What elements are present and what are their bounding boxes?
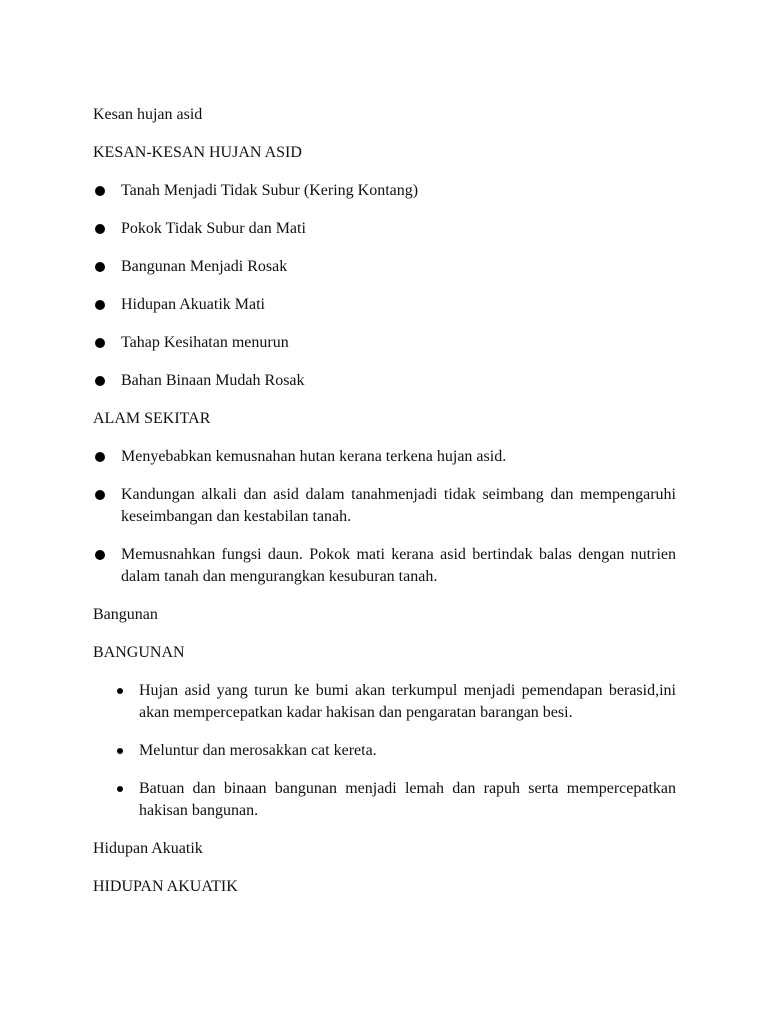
list-item-text: Bahan Binaan Mudah Rosak	[121, 372, 305, 389]
list-item	[93, 484, 676, 528]
list-item	[93, 218, 676, 240]
environment-list	[93, 446, 676, 588]
bullet-icon	[95, 262, 105, 272]
bullet-icon	[95, 186, 105, 196]
list-item	[93, 294, 676, 316]
list-item-text: Pokok Tidak Subur dan Mati	[121, 220, 306, 237]
list-item	[93, 180, 676, 202]
bullet-icon	[95, 300, 105, 310]
list-item-text: Batuan dan binaan bangunan menjadi lemah dan rapuh serta mempercepatkan hakisan bangunan.	[139, 780, 676, 819]
list-item-text: Memusnahkan fungsi daun. Pokok mati kerana asid bertindak balas dengan nutrien dalam tanah dan mengurangkan kesuburan tanah.	[121, 546, 676, 585]
list-item-text: Menyebabkan kemusnahan hutan kerana terkena hujan asid.	[121, 448, 507, 465]
list-item-text: Bangunan Menjadi Rosak	[121, 258, 288, 275]
list-item	[93, 544, 676, 588]
bullet-icon	[95, 452, 105, 462]
list-item-text: Tanah Menjadi Tidak Subur (Kering Kontang)	[121, 182, 419, 199]
list-item-text: Hujan asid yang turun ke bumi akan terkumpul menjadi pemendapan berasid,ini akan mempercepatkan kadar hakisan dan pengaratan barangan besi.	[139, 682, 676, 721]
bullet-icon	[95, 550, 105, 560]
section-title-hidupan-akuatik: Hidupan Akuatik	[93, 840, 203, 857]
bullet-icon	[117, 786, 123, 792]
heading-alam-sekitar: ALAM SEKITAR	[93, 410, 211, 427]
bullet-icon	[117, 688, 123, 694]
buildings-list	[93, 680, 676, 822]
heading-hidupan-akuatik: HIDUPAN AKUATIK	[93, 878, 238, 895]
list-item	[93, 680, 676, 724]
list-item	[93, 778, 676, 822]
list-item	[93, 332, 676, 354]
section-title-bangunan: Bangunan	[93, 606, 158, 623]
list-item-text: Tahap Kesihatan menurun	[121, 334, 289, 351]
bullet-icon	[117, 748, 123, 754]
effects-list	[93, 180, 676, 392]
bullet-icon	[95, 376, 105, 386]
section-title-kesan-hujan-asid: Kesan hujan asid	[93, 106, 203, 123]
bullet-icon	[95, 490, 105, 500]
document-page	[93, 104, 676, 914]
list-item-text: Hidupan Akuatik Mati	[121, 296, 265, 313]
bullet-icon	[95, 224, 105, 234]
list-item-text: Meluntur dan merosakkan cat kereta.	[139, 742, 377, 759]
list-item	[93, 370, 676, 392]
heading-bangunan: BANGUNAN	[93, 644, 185, 661]
list-item	[93, 256, 676, 278]
heading-kesan-kesan-hujan-asid: KESAN-KESAN HUJAN ASID	[93, 144, 302, 161]
list-item	[93, 446, 676, 468]
list-item-text: Kandungan alkali dan asid dalam tanahmenjadi tidak seimbang dan mempengaruhi keseimbangan dan kestabilan tanah.	[121, 486, 676, 525]
bullet-icon	[95, 338, 105, 348]
list-item	[93, 740, 676, 762]
